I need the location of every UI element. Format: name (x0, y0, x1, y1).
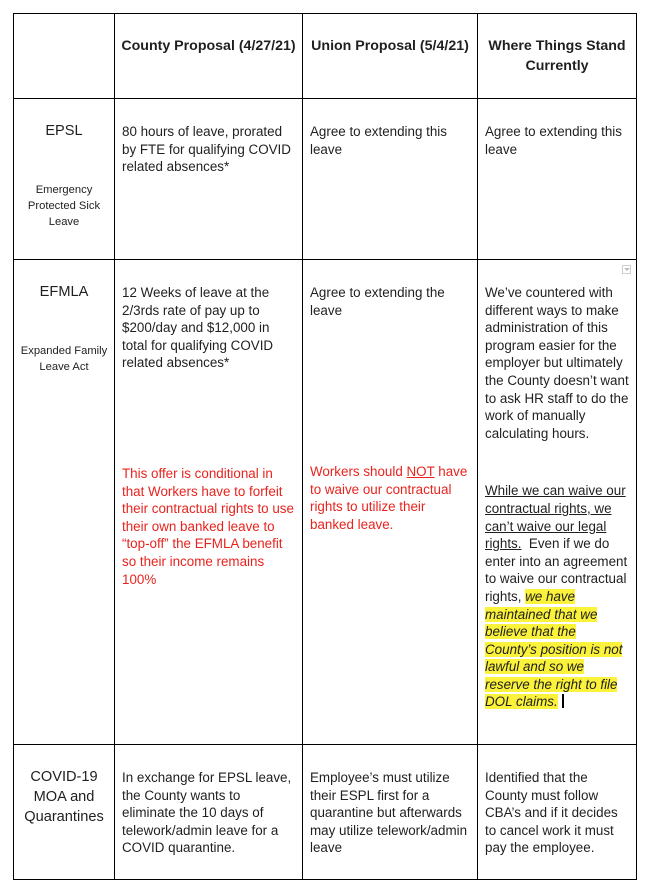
legal-rights-underline: While we can waive our contractual rights, we can’t waive our legal rights. (485, 483, 626, 552)
efmla-label-cell (14, 260, 115, 745)
covid-union-cell: Employee’s must utilize their ESPL first for a quarantine but afterwards may utilize telework/admin leave (303, 745, 478, 880)
header-row (14, 14, 637, 99)
efmla-union-position: Workers should NOT have to waive our contractual rights to utilize their banked leave. (310, 464, 468, 532)
epsl-county-cell: 80 hours of leave, prorated by FTE for qualifying COVID related absences* (115, 99, 303, 260)
efmla-county-condition: This offer is conditional in that Workers have to forfeit their contractual rights to use their own banked leave to “top-off” the EFMLA benefit so their income remains 100% (122, 465, 294, 587)
covid-county-cell: In exchange for EPSL leave, the County wants to eliminate the 10 days of telework/admin leave for a COVID quarantine. (115, 745, 303, 880)
header-current-status: Where Things Stand Currently (478, 14, 637, 99)
covid-label-cell (14, 745, 115, 880)
covid-label: COVID-19 MOA and Quarantines (24, 769, 104, 825)
efmla-label: EFMLA (39, 284, 89, 300)
efmla-county-text: 12 Weeks of leave at the 2/3rds rate of pay up to $200/day and $12,000 in total for qualifying COVID related absences* (122, 285, 274, 371)
efmla-union-text: Agree to extending the leave (310, 285, 445, 318)
table-row-epsl (14, 99, 637, 260)
epsl-label: EPSL (45, 123, 83, 139)
efmla-current-text: We’ve countered with different ways to make administration of this program easier for the employer but ultimately the County doesn’t want to ask HR staff to do the work of manually calculating hours. (485, 285, 629, 441)
header-blank-cell (14, 14, 115, 99)
epsl-current-cell: Agree to extending this leave (478, 99, 637, 260)
efmla-current-legal: While we can waive our contractual rights, we can’t waive our legal rights. Even if we do enter into an agreement to waive our contractual rights, we have maintained that we believe that the County’s position is not lawful and so we reserve the right to file DOL claims. (485, 483, 631, 710)
cell-menu-arrow-icon[interactable] (622, 265, 631, 274)
epsl-union-cell: Agree to extending this leave (303, 99, 478, 260)
text-cursor (562, 694, 564, 708)
epsl-sublabel: Emergency Protected Sick Leave (27, 184, 101, 228)
header-union-proposal: Union Proposal (5/4/21) (303, 14, 478, 99)
covid-current-cell: Identified that the County must follow CBA’s and if it decides to cancel work it must pay the employee. (478, 745, 637, 880)
efmla-current-cell (478, 260, 637, 745)
efmla-sublabel: Expanded Family Leave Act (20, 345, 108, 373)
table-row-efmla (14, 260, 637, 745)
table-row-covid (14, 745, 637, 880)
efmla-county-cell (115, 260, 303, 745)
header-county-proposal: County Proposal (4/27/21) (115, 14, 303, 99)
efmla-union-cell (303, 260, 478, 745)
proposal-comparison-table (13, 13, 637, 880)
epsl-label-cell (14, 99, 115, 260)
not-emphasis: NOT (406, 464, 435, 480)
highlighted-dol-claims: we have maintained that we believe that the County’s position is not lawful and so we reserve the right to file DOL claims. (485, 588, 623, 710)
